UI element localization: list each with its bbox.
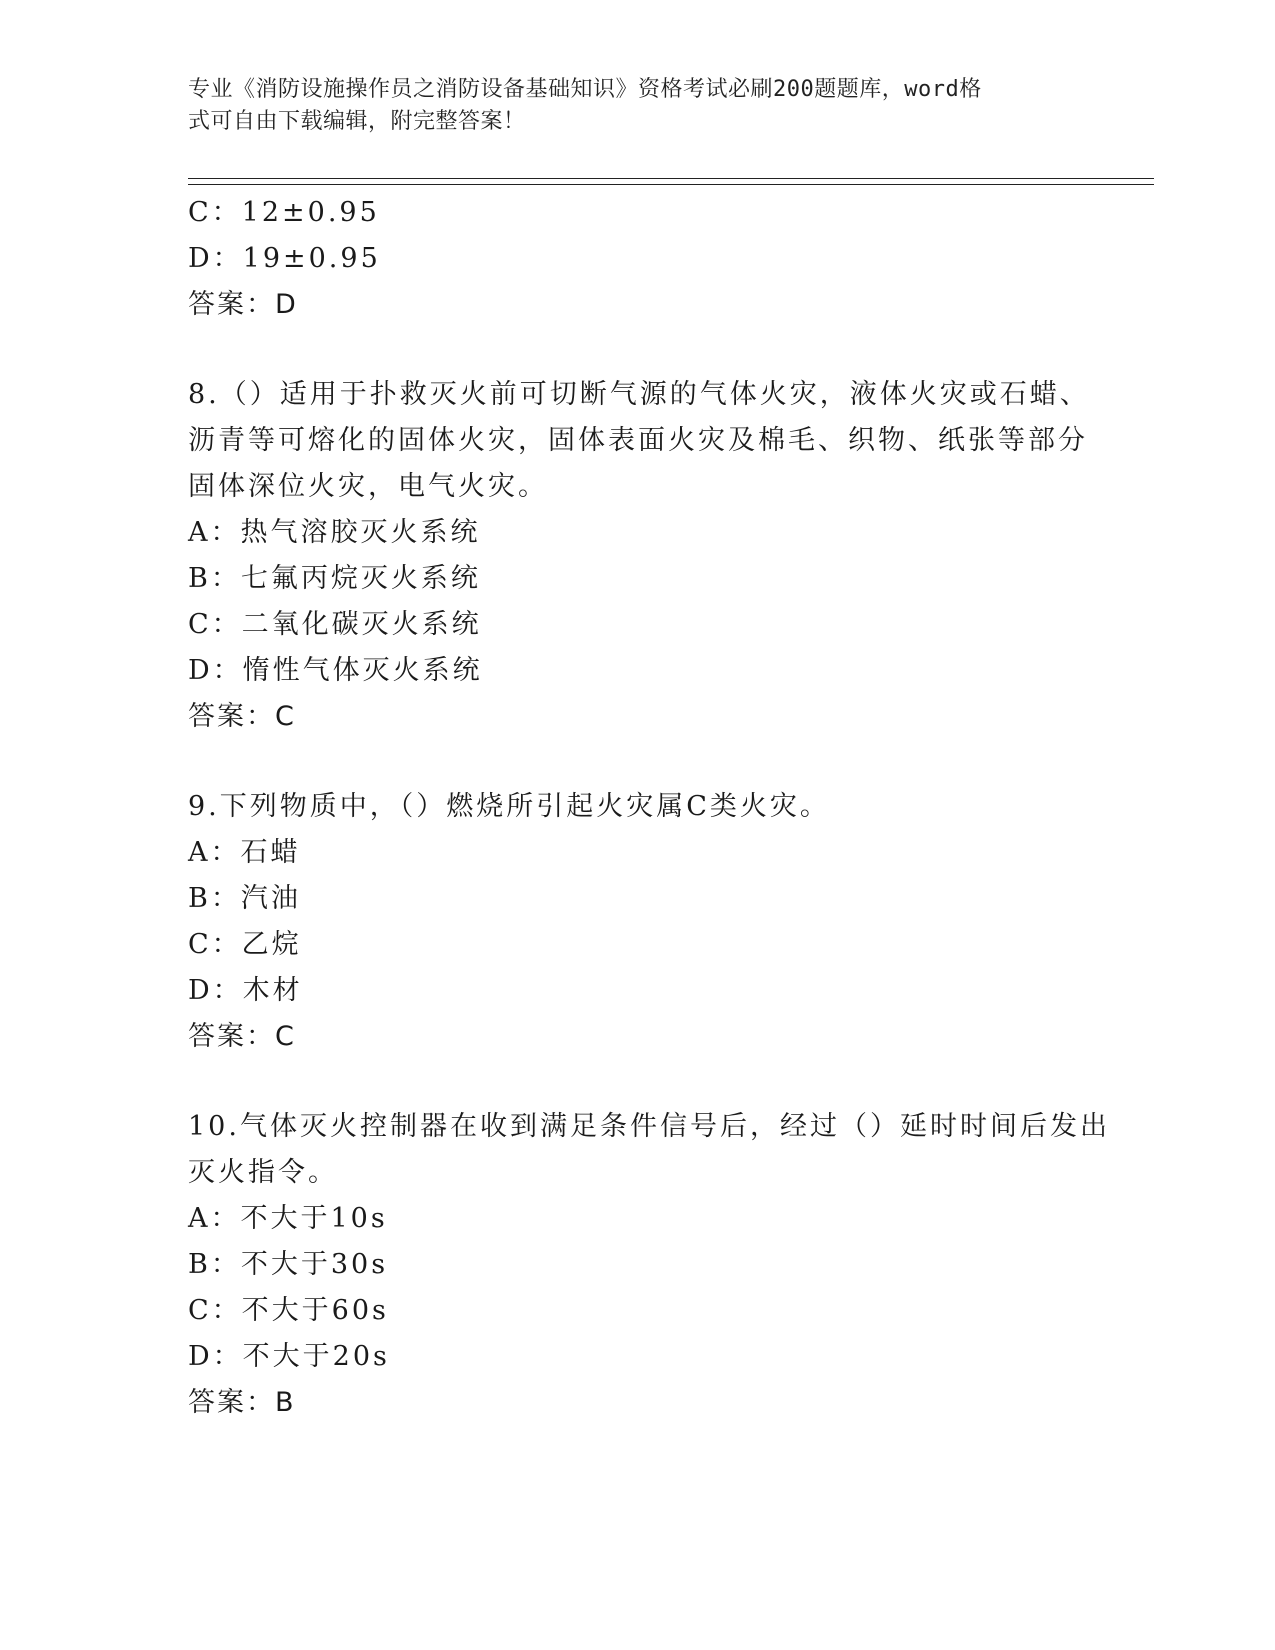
- question-9: [188, 784, 1088, 1060]
- spacer: [188, 740, 1088, 784]
- option-b: B：七氟丙烷灭火系统: [188, 563, 481, 594]
- spacer: [188, 1060, 1088, 1104]
- option-c: C：不大于60s: [188, 1295, 389, 1326]
- answer-line: 答案：B: [188, 1387, 296, 1418]
- header-rule-top: [188, 178, 1154, 179]
- spacer: [188, 328, 1088, 372]
- question-stem-line: 8.（）适用于扑救灭火前可切断气源的气体火灾，液体火灾或石蜡、: [188, 379, 1090, 410]
- option-b: B：不大于30s: [188, 1249, 389, 1280]
- question-stem-line: 固体深位火灾，电气火灾。: [188, 471, 548, 502]
- answer-line: 答案：C: [188, 1021, 296, 1052]
- option-a: A：热气溶胶灭火系统: [188, 517, 481, 548]
- answer-line: 答案：C: [188, 701, 296, 732]
- option-b: B：汽油: [188, 883, 301, 914]
- answer-line: 答案：D: [188, 289, 298, 320]
- option-d: D：19±0.95: [188, 243, 381, 274]
- option-a: A：石蜡: [188, 837, 301, 868]
- option-d: D：不大于20s: [188, 1341, 390, 1372]
- continued-question: [188, 190, 1088, 328]
- option-d: D：惰性气体灭火系统: [188, 655, 483, 686]
- option-a: A：不大于10s: [188, 1203, 388, 1234]
- header-line-2: 式可自由下载编辑，附完整答案！: [188, 109, 526, 134]
- option-c: C：乙烷: [188, 929, 302, 960]
- option-d: D：木材: [188, 975, 303, 1006]
- question-stem-line: 灭火指令。: [188, 1157, 338, 1188]
- question-stem-line: 沥青等可熔化的固体火灾，固体表面火灾及棉毛、织物、纸张等部分: [188, 425, 1088, 456]
- question-content: [188, 190, 1110, 1426]
- question-stem-line: 10.气体灭火控制器在收到满足条件信号后，经过（）延时时间后发出: [188, 1111, 1110, 1142]
- question-10: [188, 1104, 1110, 1426]
- header-rule-bottom: [188, 184, 1154, 185]
- header-line-1: 专业《消防设施操作员之消防设备基础知识》资格考试必刷200题题库，word格: [188, 77, 982, 102]
- question-8: [188, 372, 1088, 740]
- option-c: C：12±0.95: [188, 197, 380, 228]
- question-stem-line: 9.下列物质中，（）燃烧所引起火灾属C类火灾。: [188, 791, 830, 822]
- document-header: [188, 74, 1088, 138]
- option-c: C：二氧化碳灭火系统: [188, 609, 482, 640]
